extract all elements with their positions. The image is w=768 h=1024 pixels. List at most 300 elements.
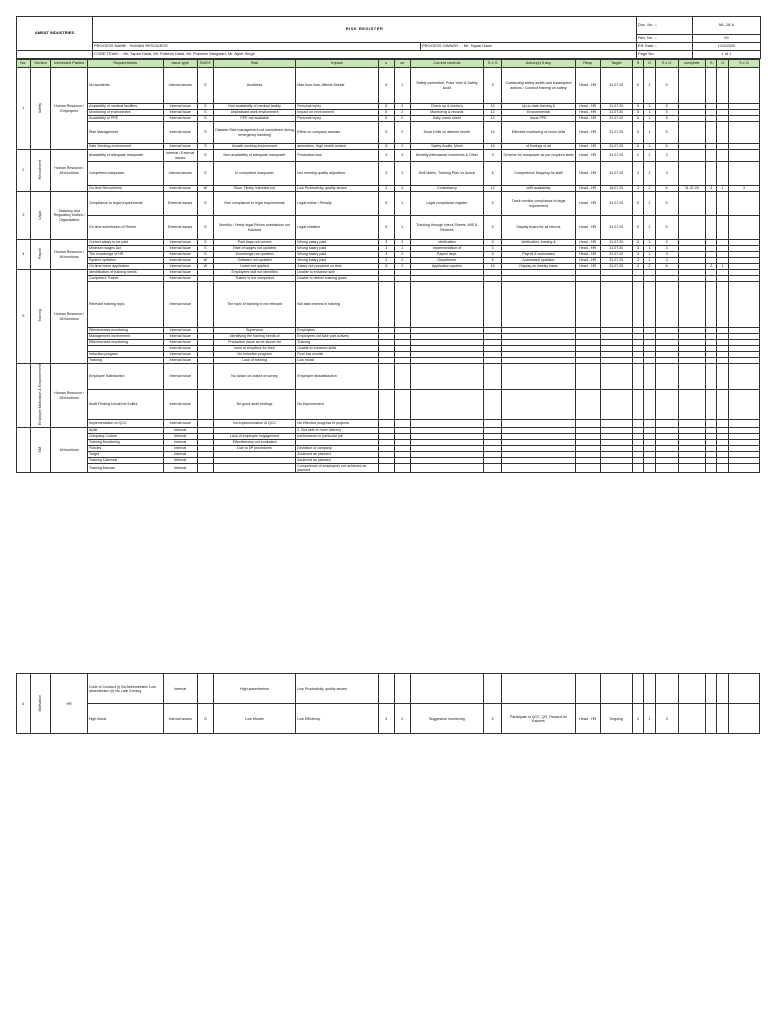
cell-sxo3 [728,464,759,473]
table-row [17,390,760,420]
section-label: KM [38,446,43,453]
cell-no: 5 [17,270,31,364]
cell-risk: PPE not available [213,116,295,122]
column-header: s [378,60,394,68]
cell-sxo3 [728,216,759,240]
cell-section [30,150,51,192]
cell-risk: No implementation of QCC [213,420,295,428]
cell-req: Employee Satisfaction [87,364,163,390]
cell-o: 3 [394,150,410,162]
cell-s: 3 [378,246,394,252]
cell-ctrl: Monitoring & records [410,110,483,116]
cell-swot: S [197,122,213,144]
cell-sxo2 [655,282,678,328]
cell-req: Audit Finding should be fruitful [87,390,163,420]
cell-o: 2 [394,116,410,122]
table-row [17,704,760,734]
cell-risk: Supervisor [213,328,295,334]
cell-s3 [706,704,717,734]
cell-impact: Personal injury [296,104,378,110]
cell-req: Availability of adequate manpower [87,150,163,162]
cell-target [600,390,632,420]
cell-o: 2 [394,122,410,144]
cell-s2 [632,390,643,420]
cell-party: Human Resource / All functions [51,240,88,270]
cell-sxo2 [655,364,678,390]
cell-risk: Rate of wages not updated [213,246,295,252]
table-row [17,150,760,162]
risk-table-continued [16,673,760,734]
cell-s: 5 [378,122,394,144]
cell-o2: 2 [644,186,655,192]
cell-req: On time Recruitment [87,186,163,192]
cell-done [678,122,705,144]
section-label: Legal [38,210,43,220]
column-header: Current controls [410,60,483,68]
cell-resp: Head - HR [575,162,600,186]
cell-ctrl: Safety committee, Poka Yoke & Safety Audit [410,68,483,104]
cell-swot: O [197,704,213,734]
cell-party: Human Resource / Employees [51,68,88,150]
cell-s3 [706,674,717,704]
cell-impact: Effect on company assests [296,122,378,144]
cell-req: Safe Working environment [87,144,163,150]
cell-impact: Legal violation [296,216,378,240]
cell-risk: Monthly / Yearly legal Return submission not followed [213,216,295,240]
cell-s2: 3 [632,246,643,252]
cell-risk: Trainer is not competent [213,276,295,282]
cell-done [678,364,705,390]
cell-done [678,390,705,420]
cell-section [30,674,51,734]
cell-impact: Low Productivity, quality issues [296,674,378,704]
cell-risk: No good audit findings [213,390,295,420]
cell-s3 [706,464,717,473]
cell-type: Internal issue [163,116,197,122]
cell-type: Internal [163,440,197,446]
cell-s2: 5 [632,192,643,216]
section-label: Recruitment [38,160,43,180]
cell-type: Internal issues [163,68,197,104]
cell-act: Payroll & automated [502,252,575,258]
cell-s2: 3 [632,258,643,264]
cell-risk: Low Morale [213,704,295,734]
cell-type: Internal issue [163,270,197,276]
cell-impact: Employees not take part actively [296,334,378,340]
cell-sxo2: 5 [655,216,678,240]
cell-o [394,420,410,428]
column-header: oe [394,60,410,68]
cell-impact: Deviation of company [296,446,378,452]
cell-o2: 1 [644,246,655,252]
cell-o2 [644,674,655,704]
cell-req: Training [87,358,163,364]
cell-type: Internal issues [163,162,197,186]
cell-o: 2 [394,264,410,270]
cell-resp: Head - HR [575,240,600,246]
cell-o2: 1 [644,162,655,186]
cell-sxo2: 5 [655,144,678,150]
cell-target: 16.07.20 [600,186,632,192]
cell-o: 1 [394,216,410,240]
cell-done [678,704,705,734]
cell-risk: Unpleasant work environment [213,110,295,116]
cell-done [678,192,705,216]
cell-risk: Employees skill not identified [213,270,295,276]
cell-sxo3 [728,282,759,328]
cell-sxo2 [655,674,678,704]
cell-o3 [717,282,728,328]
cell-sxo: 10 [484,144,502,150]
column-header: No. [17,60,31,68]
cell-risk: No action on output of survey [213,364,295,390]
cell-act: Conducting safety audits and subsequent actions / Conduct training on safety [502,68,575,104]
page-no: 1 of 1 [693,51,761,59]
cell-risk: Due to 5P procedures [213,446,295,452]
cell-swot: W [197,186,213,192]
eff-date-label: Eff. Date :- [637,43,693,51]
cell-impact: performance in particular job [296,434,378,440]
cell-act [502,464,575,473]
cell-s3 [706,420,717,428]
header-table [16,16,761,59]
cell-section [30,270,51,364]
column-header: Interested Parties [51,60,88,68]
cell-o3 [717,122,728,144]
cell-impact: Wrong salary paid [296,258,378,264]
cell-o2 [644,464,655,473]
cell-ctrl [410,674,483,704]
cell-sxo2: 3 [655,162,678,186]
section-label: Safety [38,102,43,113]
cell-swot: S [197,252,213,258]
cell-impact: Low Efficiency [296,704,378,734]
cell-o3 [717,390,728,420]
cell-resp: Head - HR [575,150,600,162]
cell-type: Internal issue [163,364,197,390]
cell-o: 2 [394,252,410,258]
cell-target: 31.07.20 [600,116,632,122]
cell-sxo2: 5 [655,122,678,144]
cell-resp: Head - HR [575,246,600,252]
cell-act: Effective monitoring of mock drills [502,122,575,144]
cell-ctrl [410,390,483,420]
cell-sxo3 [728,364,759,390]
cell-o2: 1 [644,150,655,162]
cell-o [394,282,410,328]
cell-req: Company Culture [87,434,163,440]
cell-type: Internal issue [163,186,197,192]
risk-register-sheet [16,16,760,734]
cell-risk: Lack of training [213,358,295,364]
cell-s3 [706,192,717,216]
cell-no: 1 [17,68,31,150]
cell-target: 31.07.20 [600,192,632,216]
doc-no-label: Doc. No. :- [637,17,693,35]
cell-req: Training Monitoring [87,440,163,446]
table-row [17,192,760,216]
column-header: S [706,60,717,68]
cell-sxo: 9 [484,240,502,246]
cell-risk: Slow, Timely interview not [213,186,295,192]
cell-sxo2: 3 [655,704,678,734]
cell-sxo: 9 [484,150,502,162]
cell-impact: Wrong salary paid [296,246,378,252]
cell-act: Issue PPE [502,116,575,122]
cell-swot [197,282,213,328]
cell-impact: Employees [296,328,378,334]
cell-no: 2 [17,150,31,192]
cell-s2: 3 [632,264,643,270]
cell-sxo [484,364,502,390]
cell-s: 3 [378,704,394,734]
cell-s [378,390,394,420]
cell-impact: Employee dissatisfaction [296,364,378,390]
cell-impact: Personal injury [296,116,378,122]
cell-target: 31.07.20 [600,104,632,110]
cell-risk: Unsafe working environment [213,144,295,150]
cell-risk [213,464,295,473]
cell-impact: Impact on environment [296,110,378,116]
cell-party: Human Resource / All functions [51,364,88,428]
cell-sxo2: 3 [655,258,678,264]
cell-resp: Head - HR [575,116,600,122]
cell-no: 4 [17,240,31,270]
cell-act: of findings of all [502,144,575,150]
cell-type: Internal [163,458,197,464]
cell-act: Participate in QCC, QIT, Reward for Kaizens [502,704,575,734]
table-row [17,162,760,186]
cell-type: External issues [163,216,197,240]
cell-sxo3 [728,674,759,704]
cell-o3 [717,192,728,216]
cell-s: 3 [378,258,394,264]
cell-o2: 1 [644,144,655,150]
cell-s2: 5 [632,122,643,144]
cell-risk: work at shopfloor for their [213,346,295,352]
cell-act [502,390,575,420]
cell-risk: Production issue as be shown for [213,340,295,346]
cell-s3 [706,162,717,186]
cell-sxo3 [728,704,759,734]
cell-req: Minimum wages Act [87,246,163,252]
cell-sxo2: 6 [655,264,678,270]
cell-section [30,240,51,270]
cell-s: 5 [378,192,394,216]
cell-swot: W [197,264,213,270]
cell-swot: S [197,116,213,122]
cell-type: Internal issue [163,340,197,346]
cell-act: Scheme for manpower as per required skills [502,150,575,162]
column-header: Action(s) if any [502,60,575,68]
cell-sxo2: 3 [655,252,678,258]
cell-req: Competent manpower [87,162,163,186]
cell-s [378,420,394,428]
column-header: S x O [728,60,759,68]
cell-party: HR [51,674,88,734]
cell-risk: Disaster Risk management not considered during emergency handling [213,122,295,144]
cell-resp: Head - HR [575,110,600,116]
cell-type: Internal issue [163,390,197,420]
eff-date: 1/13/2020 [693,43,761,51]
cell-swot [197,464,213,473]
cell-s: 5 [378,264,394,270]
cell-risk: The topic of training is not relevant [213,282,295,328]
cell-sxo3 [728,122,759,144]
cell-o2: 2 [644,264,655,270]
cell-s2 [632,674,643,704]
cell-req: No accidents [87,68,163,104]
cell-risk: Identifying the training needs of [213,334,295,340]
cell-type: Internal issue [163,144,197,150]
cell-impact: Wrong salary paid [296,240,378,246]
cell-act: Track monitor compliance to legal requirement [502,192,575,216]
cell-sxo: 6 [484,704,502,734]
cell-act: Environmental [502,110,575,116]
cell-act [502,364,575,390]
cell-req: System updation [87,258,163,264]
cell-ctrl: Safety Audits, Mock [410,144,483,150]
cell-s3 [706,150,717,162]
cell-o2: 1 [644,258,655,264]
column-header: Target [600,60,632,68]
cell-sxo2: 5 [655,104,678,110]
cell-impact: Training [296,340,378,346]
cell-sxo [484,282,502,328]
cell-s2 [632,464,643,473]
cell-target: 31.07.20 [600,246,632,252]
cell-swot [197,390,213,420]
cell-target [600,464,632,473]
cell-req: On time submission of Return [87,216,163,240]
cell-s2 [632,364,643,390]
cell-ctrl: Monthly Attendance Incentives & Other [410,150,483,162]
cell-sxo3 [728,150,759,162]
cell-o2: 1 [644,68,655,104]
cell-sxo2 [655,420,678,428]
cell-o3 [717,420,728,428]
cell-o3 [717,68,728,104]
cell-sxo: 5 [484,68,502,104]
cell-risk: Knowledge not updated [213,252,295,258]
cell-target: 31.07.20 [600,252,632,258]
cell-act: Display on weekly basis [502,264,575,270]
cell-type: Internal issue [163,358,197,364]
cell-s: 5 [378,144,394,150]
cell-req: Availability of PPE [87,116,163,122]
cell-swot: S [197,216,213,240]
cell-impact: Legal notice / Penalty [296,192,378,216]
cell-done [678,674,705,704]
cell-ctrl: Suggestion monitoring [410,704,483,734]
cell-swot: S [197,144,213,150]
cell-resp: Head - HR [575,264,600,270]
cell-type: Internal [163,428,197,434]
cell-sxo2: 3 [655,246,678,252]
cell-o: 1 [394,192,410,216]
cell-resp: Head - HR [575,258,600,264]
cell-o3 [717,364,728,390]
cell-risk: Software not updated [213,258,295,264]
cell-resp: Head - HR [575,122,600,144]
cell-s3 [706,364,717,390]
cell-risk: Lack of employee engagement [213,434,295,440]
cell-o: 1 [394,246,410,252]
column-header: Requirements [87,60,163,68]
cell-swot: S [197,68,213,104]
cell-o: 2 [394,162,410,186]
cell-resp [575,464,600,473]
risk-table [16,59,760,473]
table-row [17,282,760,328]
cell-done [678,282,705,328]
table-row [17,464,760,473]
cell-type: Internal issue [163,240,197,246]
cell-o: 2 [394,258,410,264]
cell-req: On time leave application [87,264,163,270]
cell-ctrl [410,420,483,428]
cell-act: Verification, training & [502,240,575,246]
cell-section [30,364,51,428]
table-row [17,68,760,104]
cell-sxo: 3 [484,246,502,252]
cell-swot: S [197,246,213,252]
cell-impact: Low Productivity, quality issues [296,186,378,192]
column-header: O [717,60,728,68]
cell-req: Risk Management [87,122,163,144]
cell-type: Internal / External issues [163,150,197,162]
cell-req: Effectiveness monitoring [87,340,163,346]
cell-sxo: 10 [484,122,502,144]
cell-sxo2 [655,464,678,473]
cell-type: Internal [163,464,197,473]
cell-swot: S [197,162,213,186]
column-header: S x O [655,60,678,68]
cell-risk: No induction program [213,352,295,358]
cell-type: Internal issue [163,420,197,428]
cell-risk: Non-availability of adequate manpower [213,150,295,162]
column-header: SWOT [197,60,213,68]
cell-target: 31.07.20 [600,162,632,186]
cell-sxo [484,420,502,428]
cell-type: Internal issue [163,346,197,352]
blank-cell [17,51,93,59]
cell-ctrl: Skill Matrix, Training Plan Vs Actual [410,162,483,186]
doc-no: ML-18 A [693,17,761,35]
cell-act: Competence Mapping for staff [502,162,575,186]
cell-party: Human Resource / All functions [51,150,88,192]
cell-risk: High absenteeism [213,674,295,704]
cell-no [17,364,31,428]
cell-o: 2 [394,704,410,734]
cell-risk: In competent manpower [213,162,295,186]
cell-section [30,428,51,473]
cell-ctrl: Check up & doctor's [410,104,483,110]
table-row [17,674,760,704]
cell-o: 2 [394,144,410,150]
cell-resp: Head - HR [575,144,600,150]
cell-s3 [706,216,717,240]
cell-sxo2: 6 [655,186,678,192]
cell-sxo: 10 [484,264,502,270]
cell-act: Automated updation [502,258,575,264]
cell-sxo: 12 [484,186,502,192]
cell-s2 [632,420,643,428]
cell-s2: 3 [632,186,643,192]
cell-type: Internal issue [163,334,197,340]
rev-no: 00 [693,35,761,43]
cell-swot: S [197,192,213,216]
